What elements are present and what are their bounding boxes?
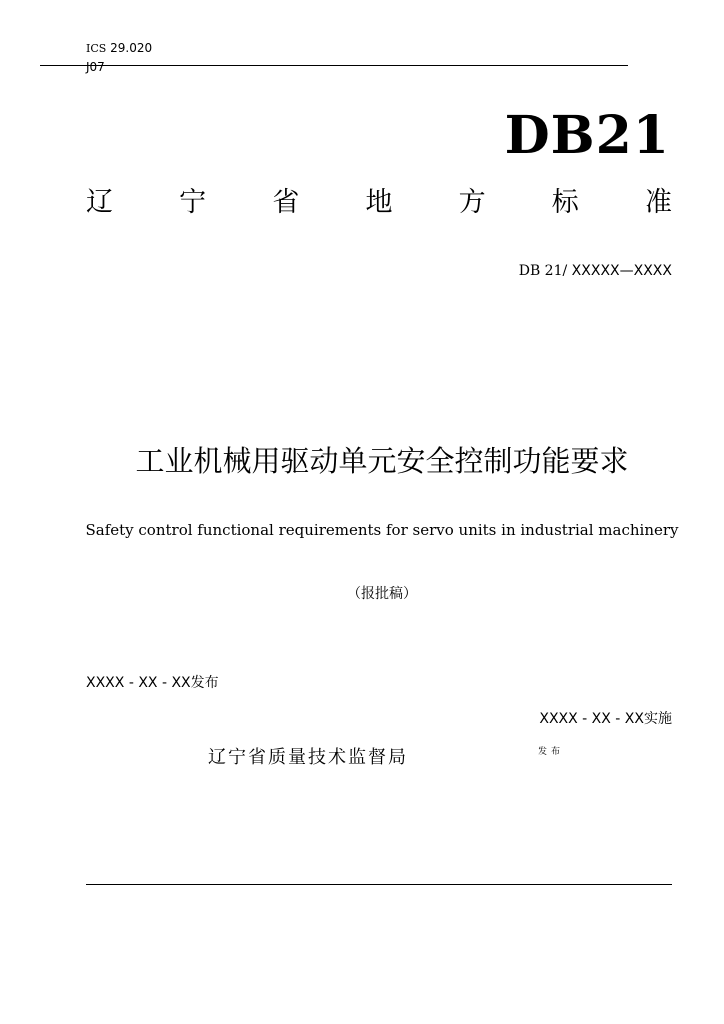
ics-label: ICS xyxy=(86,42,107,55)
standard-type-char: 辽 xyxy=(86,187,113,218)
standard-type-char: 方 xyxy=(458,187,486,218)
issuing-authority: 辽宁省质量技术监督局 xyxy=(208,747,408,768)
document-title-english: Safety control functional requirements for servo units in industrial machinery xyxy=(85,521,679,539)
standard-type xyxy=(86,186,672,220)
standard-type-char: 标 xyxy=(551,187,579,218)
standard-type-char: 地 xyxy=(365,187,393,218)
classification-code: J07 xyxy=(86,60,105,74)
standard-number-prefix: DB 21/ xyxy=(518,263,568,279)
ics-number: 29.020 xyxy=(110,41,153,55)
document-title-chinese: 工业机械用驱动单元安全控制功能要求 xyxy=(135,444,629,478)
ics-code xyxy=(86,41,152,56)
standard-number-body: XXXXX—XXXX xyxy=(567,263,672,279)
publish-date: XXXX - XX - XX发布 xyxy=(86,675,219,691)
standard-code: DB21 xyxy=(504,105,670,166)
implement-date: XXXX - XX - XX实施 xyxy=(539,711,672,727)
standard-number xyxy=(420,262,672,280)
bottom-divider xyxy=(86,884,672,885)
top-divider xyxy=(40,65,628,66)
standard-type-char: 宁 xyxy=(179,187,207,218)
standard-type-char: 省 xyxy=(272,187,300,218)
standard-type-char: 准 xyxy=(644,187,672,218)
issue-label: 发布 xyxy=(538,747,565,757)
draft-status: （报批稿） xyxy=(347,586,417,602)
